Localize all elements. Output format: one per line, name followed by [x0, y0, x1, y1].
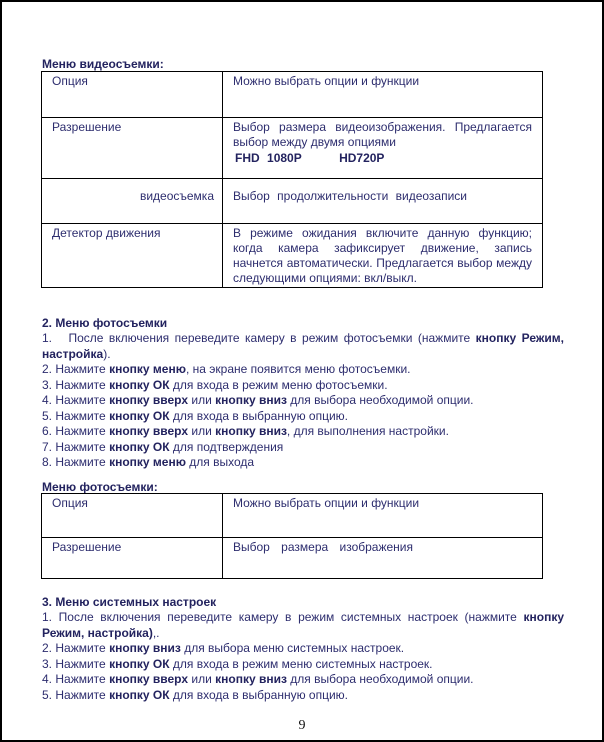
desc-cell: Можно выбрать опции и функции — [223, 494, 543, 538]
table-row — [42, 538, 543, 579]
option-cell: видеосъемка — [42, 179, 223, 224]
photo-menu-heading: Меню фотосъемки: — [42, 480, 158, 494]
desc-cell — [223, 118, 543, 179]
option-cell: Детектор движения — [42, 224, 223, 288]
desc-cell: В режиме ожидания включите данную функцию; когда камера зафиксирует движение, запись начнется автоматически. Предлагается выбор между следующими опциями: вкл/выкл. — [223, 224, 543, 288]
table-row — [42, 118, 543, 179]
table-row — [42, 72, 543, 118]
step-item: 3. Нажмите кнопку ОК для входа в режим меню системных настроек. — [42, 656, 433, 671]
resolution-720p: HD720P — [339, 151, 385, 165]
step-item: 2. Нажмите кнопку меню, на экране появится меню фотосъемки. — [42, 362, 411, 376]
resolution-1080p: 1080P — [267, 151, 302, 165]
step-item: 8. Нажмите кнопку меню для выхода — [42, 455, 255, 469]
desc-cell: Выбор размера изображения — [223, 538, 543, 579]
option-cell: Опция — [42, 494, 223, 538]
video-menu-heading: Меню видеосъемки: — [42, 57, 164, 71]
step-item: 2. Нажмите кнопку вниз для выбора меню системных настроек. — [42, 641, 405, 655]
system-section-heading: 3. Меню системных настроек — [42, 595, 217, 609]
step-item: 6. Нажмите кнопку вверх или кнопку вниз, для выполнения настройки. — [42, 424, 449, 438]
desc-cell: Можно выбрать опции и функции — [223, 72, 543, 118]
resolution-desc: Выбор размера видеоизображения. Предлагается выбор между двумя опциями — [233, 120, 532, 149]
step-item: 5. Нажмите кнопку ОК для входа в выбранную опцию. — [42, 408, 349, 423]
table-row — [42, 224, 543, 288]
desc-cell: Выбор продолжительности видеозаписи — [223, 179, 543, 224]
step-item: 5. Нажмите кнопку ОК для входа в выбранную опцию. — [42, 687, 349, 702]
step-item: 1. После включения переведите камеру в режим системных настроек (нажмите кнопку Режим, настройка),. — [42, 610, 564, 640]
page-number: 9 — [298, 718, 306, 733]
step-item: 4. Нажмите кнопку вверх или кнопку вниз для выбора необходимой опции. — [42, 393, 474, 407]
system-steps — [42, 610, 564, 703]
resolution-fhd: FHD — [235, 151, 260, 165]
step-item: 7. Нажмите кнопку ОК для подтверждения — [42, 439, 284, 454]
step-item: 1. После включения переведите камеру в режим фотосъемки (нажмите кнопку Режим, настройка). — [42, 331, 564, 361]
photo-section-heading: 2. Меню фотосъемки — [42, 316, 168, 330]
photo-steps — [42, 331, 564, 471]
resolution-options — [233, 151, 532, 166]
step-item: 3. Нажмите кнопку ОК для входа в режим меню фотосъемки. — [42, 377, 388, 392]
table-row — [42, 179, 543, 224]
option-cell: Разрешение — [42, 118, 223, 179]
option-cell: Опция — [42, 72, 223, 118]
option-cell: Разрешение — [42, 538, 223, 579]
photo-menu-table — [41, 493, 543, 579]
step-item: 4. Нажмите кнопку вверх или кнопку вниз для выбора необходимой опции. — [42, 672, 474, 686]
table-row — [42, 494, 543, 538]
video-menu-table — [41, 71, 543, 288]
